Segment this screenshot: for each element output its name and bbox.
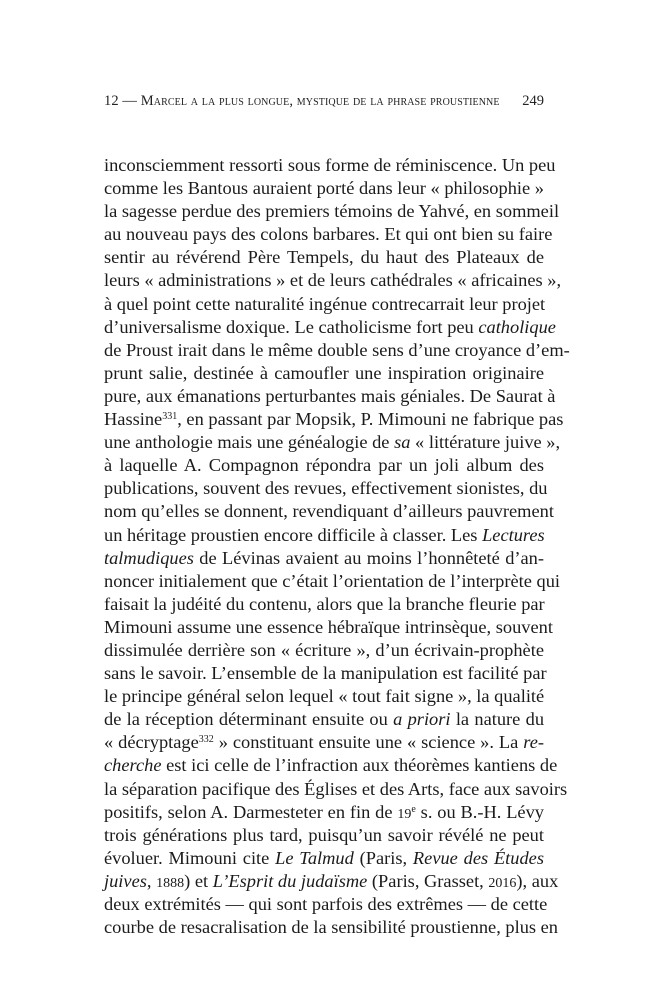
text-line: d’universalisme doxique. Le catholicisme fort peu catholique: [104, 316, 556, 337]
text-line: Mimouni assume une essence hébraïque intrinsèque, souvent: [104, 616, 553, 637]
italic-title: juives: [104, 870, 147, 891]
text-line: inconsciemment ressorti sous forme de réminiscence. Un peu: [104, 155, 556, 175]
footnote-ref: 331: [162, 411, 178, 423]
running-header: [104, 93, 544, 110]
italic-title: Lectures: [482, 524, 545, 545]
text-line: dissimulée derrière son « écriture », d’un écrivain-prophète: [104, 639, 544, 660]
text-line: évoluer. Mimouni cite Le Talmud (Paris, Revue des Études: [104, 847, 544, 868]
italic-title: Le Talmud: [275, 847, 354, 868]
text-line: un héritage proustien encore difficile à classer. Les Lectures: [104, 524, 545, 545]
text-line: faisait la judéité du contenu, alors que la branche fleurie par: [104, 593, 545, 614]
footnote-ref: 332: [198, 734, 214, 746]
text-line: nom qu’elles se donnent, revendiquant d’ailleurs pauvrement: [104, 501, 554, 522]
text-line: au nouveau pays des colons barbares. Et qui ont bien su faire: [104, 224, 553, 245]
text-line: positifs, selon A. Darmesteter en fin de 19e s. ou B.-H. Lévy: [104, 801, 544, 822]
text-line: courbe de resacralisation de la sensibilité proustienne, plus en: [104, 917, 559, 938]
text-line: publications, souvent des revues, effectivement sionistes, du: [104, 478, 548, 499]
text-line: de Proust irait dans le même double sens d’une croyance d’em-: [104, 339, 570, 360]
text-line: cherche est ici celle de l’infraction aux théorèmes kantiens de: [104, 755, 558, 776]
text-line: prunt salie, destinée à camoufler une inspiration originaire: [104, 362, 544, 383]
text-line: la séparation pacifique des Églises et des Arts, face aux savoirs: [104, 778, 568, 799]
italic-term: re-: [523, 732, 544, 753]
text-line: la sagesse perdue des premiers témoins de Yahvé, en sommeil: [104, 201, 560, 222]
italic-term: a priori: [393, 709, 451, 730]
text-line: sans le savoir. L’ensemble de la manipulation est facilité par: [104, 663, 547, 684]
italic-title: talmudiques: [104, 547, 194, 568]
body-text: [104, 154, 570, 939]
text-line: de la réception déterminant ensuite ou a priori la nature du: [104, 709, 545, 730]
italic-term: cherche: [104, 755, 162, 776]
text-line: noncer initialement que c’était l’orientation de l’interprète qui: [104, 570, 561, 591]
text-line: deux extrémités — qui sont parfois des extrêmes — de cette: [104, 894, 548, 914]
superscript: e: [411, 803, 416, 815]
italic-term: catholique: [478, 316, 556, 337]
text-line: leurs « administrations » et de leurs cathédrales « africaines »,: [104, 270, 562, 291]
text-line: « décryptage$^{332}$ » constituant ensuite une « science ». La re-: [104, 732, 544, 753]
text-line: à quel point cette naturalité ingénue contrecarrait leur projet: [104, 293, 546, 314]
page-number: 249: [522, 93, 544, 109]
text-line: à laquelle A. Compagnon répondra par un joli album des: [104, 455, 544, 476]
italic-title: L’Esprit du judaïsme: [212, 870, 368, 891]
text-line: talmudiques de Lévinas avaient au moins l’honnêteté d’an-: [104, 547, 544, 568]
text-line: une anthologie mais une généalogie de sa « littérature juive »,: [104, 432, 561, 453]
text-line: comme les Bantous auraient porté dans leur « philosophie »: [104, 178, 544, 199]
italic-title: Revue des Études: [412, 847, 544, 868]
text-line: pure, aux émanations perturbantes mais géniales. De Saurat à: [104, 385, 556, 406]
text-line: trois générations plus tard, puisqu’un savoir révélé ne peut: [104, 824, 544, 845]
text-line: juives, 1888) et L’Esprit du judaïsme (Paris, Grasset, 2016), aux: [104, 870, 559, 891]
text-line: sentir au révérend Père Tempels, du haut des Plateaux de: [104, 247, 544, 268]
text-line: Hassine$^{331}$, en passant par Mopsik, P. Mimouni ne fabrique pas: [104, 409, 564, 430]
italic-term: sa: [394, 432, 411, 453]
chapter-title: 12 — Marcel a la plus longue, mystique de la phrase proustienne: [104, 93, 500, 109]
text-line: le principe général selon lequel « tout fait signe », la qualité: [104, 686, 545, 707]
